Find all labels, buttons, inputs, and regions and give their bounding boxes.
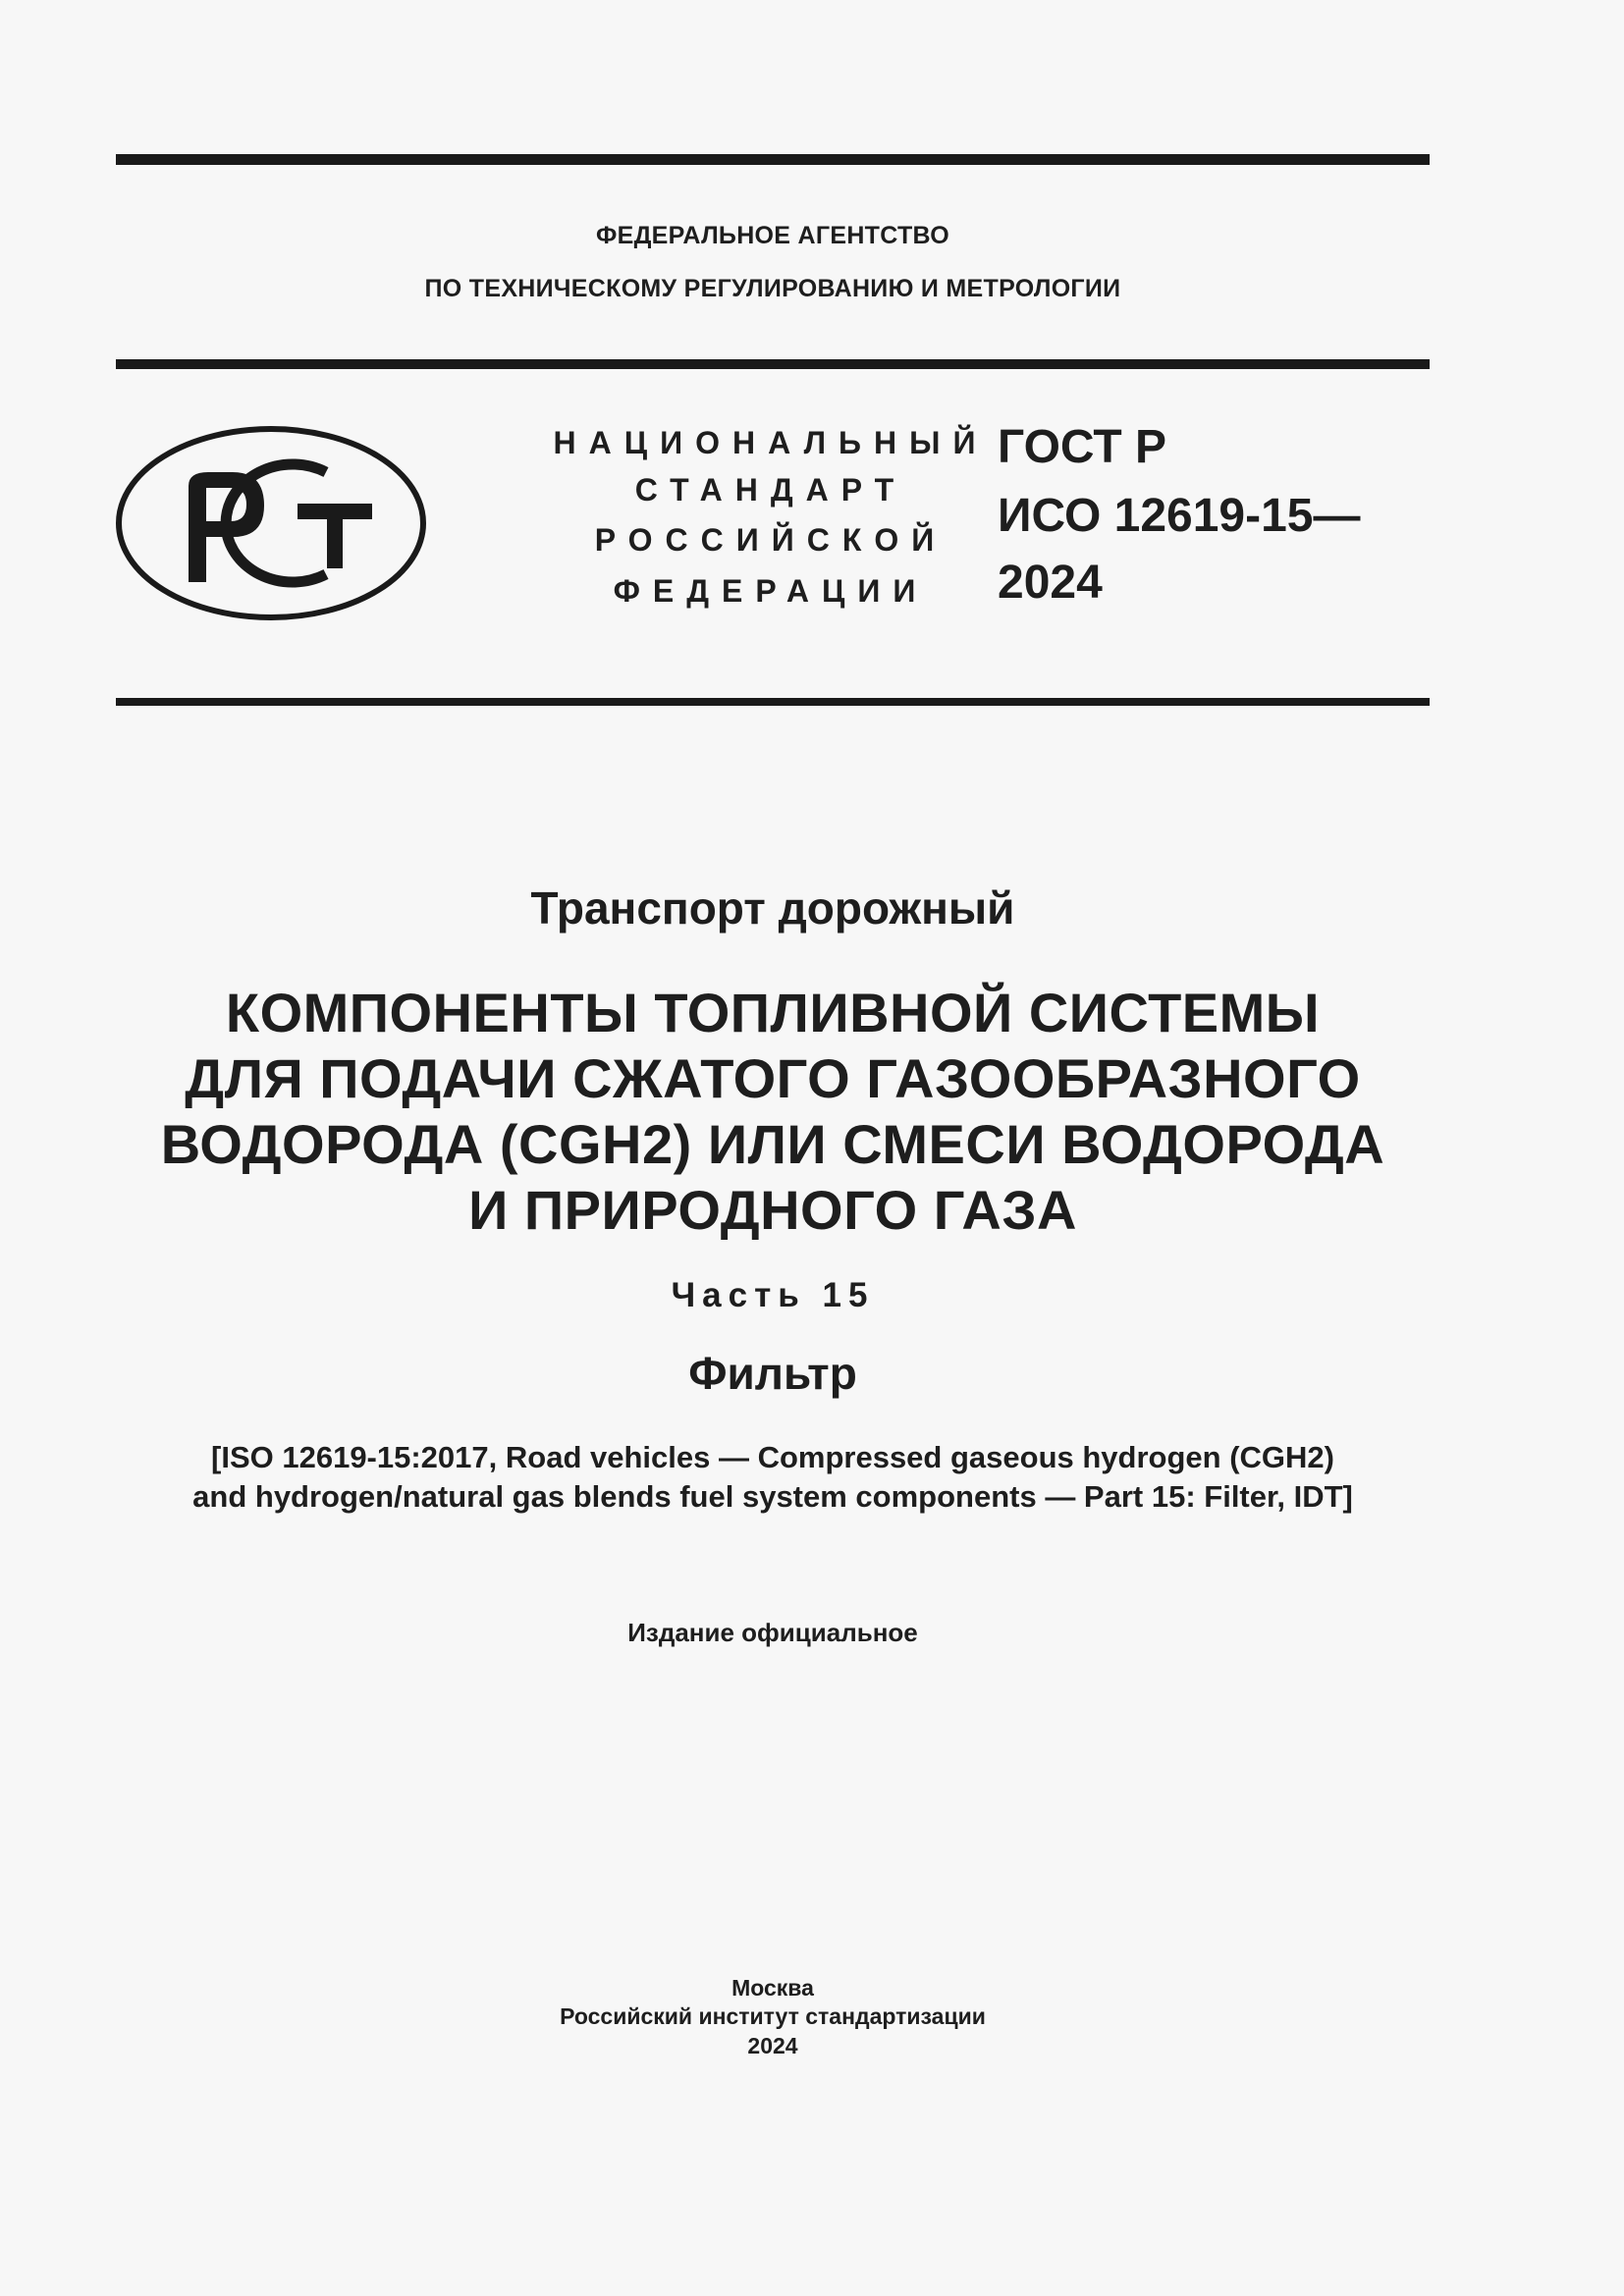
subject-heading: Транспорт дорожный xyxy=(530,882,1015,934)
designation-line2: ИСО 12619-15— xyxy=(998,490,1361,542)
national-standard-line2: СТАНДАРТ xyxy=(634,472,907,507)
iso-reference-line1: [ISO 12619-15:2017, Road vehicles — Compressed gaseous hydrogen (CGH2) xyxy=(211,1440,1334,1474)
part-name: Фильтр xyxy=(688,1348,857,1399)
title-line3: ВОДОРОДА (CGH2) ИЛИ СМЕСИ ВОДОРОДА xyxy=(160,1113,1385,1175)
publisher-year: 2024 xyxy=(747,2033,798,2058)
designation-line3: 2024 xyxy=(998,557,1103,609)
national-standard-line3: РОССИЙСКОЙ xyxy=(594,522,947,558)
header-rule xyxy=(116,359,1430,369)
part-number: Часть 15 xyxy=(671,1276,875,1314)
iso-reference-line2: and hydrogen/natural gas blends fuel system components — Part 15: Filter, IDT] xyxy=(192,1479,1353,1514)
section-rule xyxy=(116,698,1430,706)
title-line1: КОМПОНЕНТЫ ТОПЛИВНОЙ СИСТЕМЫ xyxy=(225,982,1321,1043)
national-standard-line1: НАЦИОНАЛЬНЫЙ xyxy=(553,425,989,460)
designation-line1: ГОСТ Р xyxy=(998,421,1167,473)
top-rule xyxy=(116,154,1430,165)
title-line4: И ПРИРОДНОГО ГАЗА xyxy=(468,1179,1077,1241)
title-line2: ДЛЯ ПОДАЧИ СЖАТОГО ГАЗООБРАЗНОГО xyxy=(185,1047,1361,1109)
publisher-institute: Российский институт стандартизации xyxy=(560,2003,986,2029)
agency-name-line2: ПО ТЕХНИЧЕСКОМУ РЕГУЛИРОВАНИЮ И МЕТРОЛОГИИ xyxy=(424,275,1121,302)
rst-mark-icon xyxy=(115,425,427,621)
national-standard-line4: ФЕДЕРАЦИИ xyxy=(613,573,929,609)
publisher-city: Москва xyxy=(731,1975,814,2001)
edition-note: Издание официальное xyxy=(627,1618,918,1647)
agency-name-line1: ФЕДЕРАЛЬНОЕ АГЕНТСТВО xyxy=(595,222,950,249)
